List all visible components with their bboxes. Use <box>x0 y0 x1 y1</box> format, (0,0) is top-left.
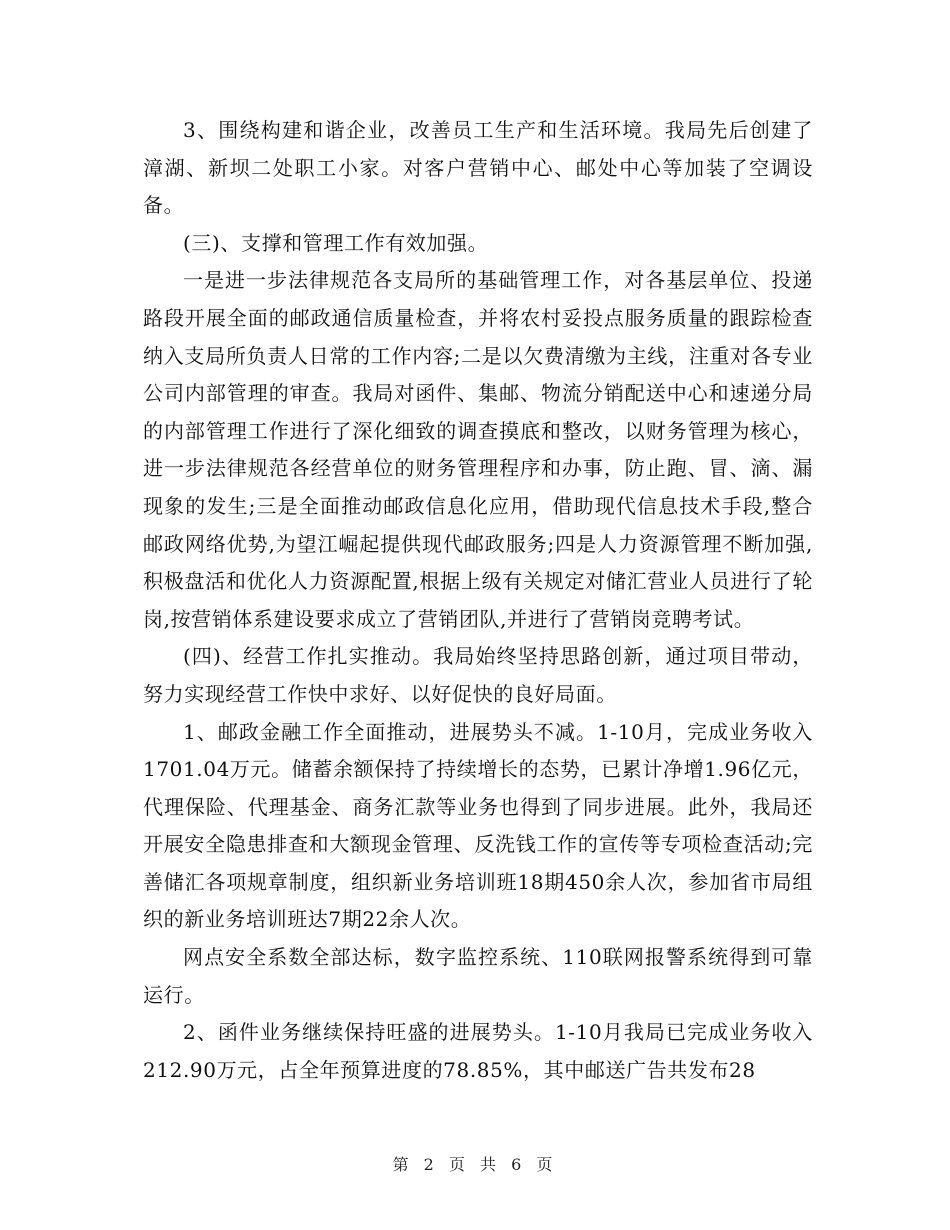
page-footer: 第 2 页 共 6 页 <box>392 1155 558 1174</box>
section-heading-3: (三)、支撑和管理工作有效加强。 <box>183 230 489 255</box>
paragraph-3: 1、邮政金融工作全面推动，进展势头不减。1-10月，完成业务收入1701.04万元。储蓄余额保持了持续增长的态势，已累计净增1.96亿元，代理保险、代理基金、商务汇款等业务也得到了同步进展。此外，我局还开展安全隐患排查和大额现金管理、反洗钱工作的宣传等专项检查活动;完善储汇各项规章制度，组织新业务培训班18期450余人次，参加省市局组织的新业务培训班达7期22余人次。 <box>143 719 813 932</box>
paragraph-5: 2、函件业务继续保持旺盛的进展势头。1-10月我局已完成业务收入212.90万元，占全年预算进度的78.85%，其中邮送广告共发布28 <box>143 1020 813 1082</box>
paragraph-1: 3、围绕构建和谐企业，改善员工生产和生活环境。我局先后创建了漳湖、新坝二处职工小家。对客户营销中心、邮处中心等加装了空调设备。 <box>143 118 813 218</box>
paragraph-4: 网点安全系数全部达标，数字监控系统、110联网报警系统得到可靠运行。 <box>143 945 813 1007</box>
section-heading-4: (四)、经营工作扎实推动。我局始终坚持思路创新，通过项目带动，努力实现经营工作快中求好、以好促快的良好局面。 <box>143 644 813 706</box>
document-body <box>143 112 813 1089</box>
paragraph-2: 一是进一步法律规范各支局所的基础管理工作，对各基层单位、投递路段开展全面的邮政通信质量检查，并将农村妥投点服务质量的跟踪检查纳入支局所负责人日常的工作内容;二是以欠费清缴为主线，注重对各专业公司内部管理的审查。我局对函件、集邮、物流分销配送中心和速递分局的内部管理工作进行了深化细致的调查摸底和整改，以财务管理为核心，进一步法律规范各经营单位的财务管理程序和办事，防止跑、冒、滴、漏现象的发生;三是全面推动邮政信息化应用，借助现代信息技术手段,整合邮政网络优势,为望江崛起提供现代邮政服务;四是人力资源管理不断加强,积极盘活和优化人力资源配置,根据上级有关规定对储汇营业人员进行了轮岗,按营销体系建设要求成立了营销团队,并进行了营销岗竞聘考试。 <box>143 268 813 631</box>
